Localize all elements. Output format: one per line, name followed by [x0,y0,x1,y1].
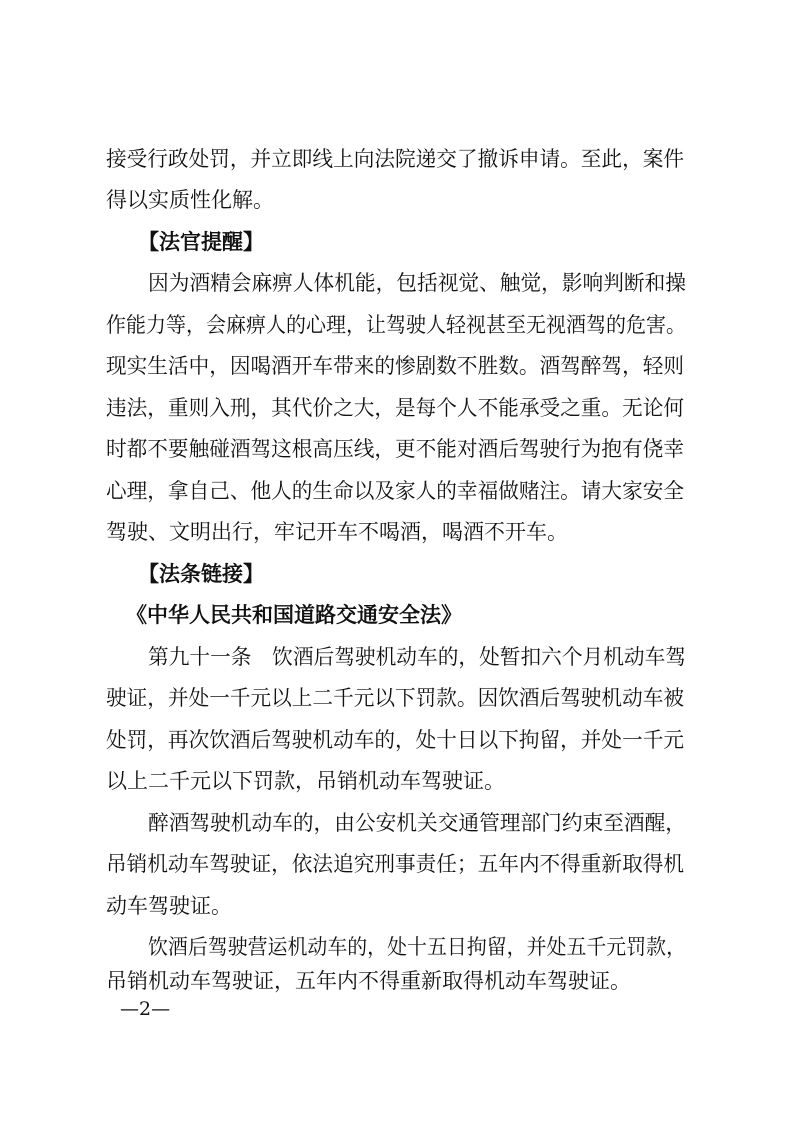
paragraph-line: 因为酒精会麻痹人体机能，包括视觉、触觉，影响判断和操 [148,271,686,295]
paragraph-line: 饮酒后驾驶营运机动车的，处十五日拘留，并处五千元罚款， [148,935,686,959]
paragraph-line: 动车驾驶证。 [106,894,232,918]
law-title: 《中华人民共和国道路交通安全法》 [126,603,462,627]
paragraph-line: 吊销机动车驾驶证，五年内不得重新取得机动车驾驶证。 [106,969,631,993]
paragraph-line: 现实生活中，因喝酒开车带来的惨剧数不胜数。酒驾醉驾，轻则 [106,354,684,378]
paragraph-line: 醉酒驾驶机动车的，由公安机关交通管理部门约束至酒醒， [148,811,686,835]
paragraph-line: 接受行政处罚，并立即线上向法院递交了撤诉申请。至此，案件 [106,147,684,171]
paragraph-line: 驾驶、文明出行，牢记开车不喝酒，喝酒不开车。 [106,520,568,544]
paragraph-line: 驶证，并处一千元以上二千元以下罚款。因饮酒后驾驶机动车被 [106,686,684,710]
paragraph-line: 作能力等，会麻痹人的心理，让驾驶人轻视甚至无视酒驾的危害。 [106,313,686,337]
paragraph-line: 吊销机动车驾驶证，依法追究刑事责任；五年内不得重新取得机 [106,852,684,876]
paragraph-line: 以上二千元以下罚款，吊销机动车驾驶证。 [106,769,505,793]
section-heading-judge-reminder: 【法官提醒】 [138,230,264,254]
section-heading-law-links: 【法条链接】 [138,562,264,586]
page-number: —2— [120,998,171,1020]
paragraph-line: 时都不要触碰酒驾这根高压线，更不能对酒后驾驶行为抱有侥幸 [106,437,684,461]
paragraph-line: 得以实质性化解。 [106,188,274,212]
paragraph-line: 第九十一条 饮酒后驾驶机动车的，处暂扣六个月机动车驾 [148,645,686,669]
paragraph-line: 违法，重则入刑，其代价之大，是每个人不能承受之重。无论何 [106,396,684,420]
paragraph-line: 处罚，再次饮酒后驾驶机动车的，处十日以下拘留，并处一千元 [106,728,684,752]
paragraph-line: 心理，拿自己、他人的生命以及家人的幸福做赌注。请大家安全 [106,479,684,503]
